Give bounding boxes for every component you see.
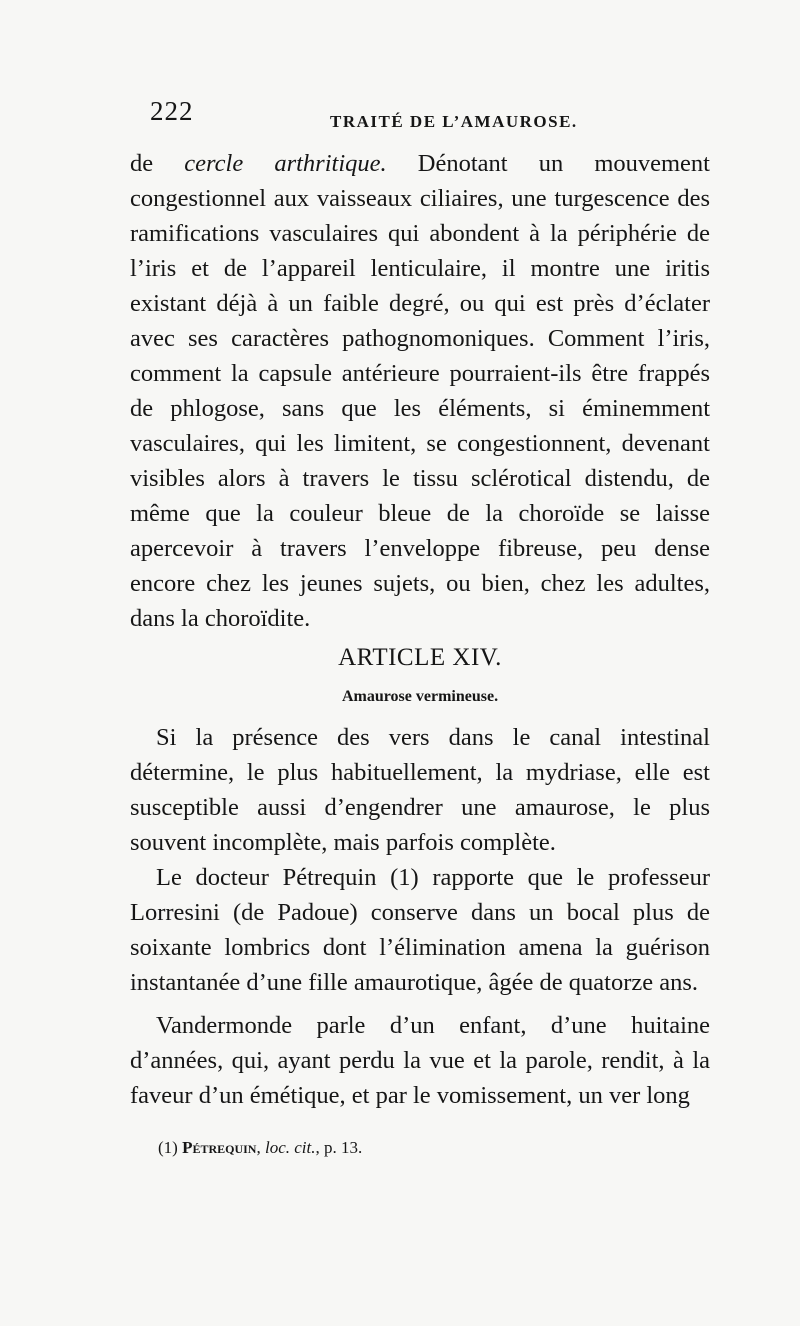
footnote-marker: (1) — [158, 1138, 183, 1157]
paragraph-petrequin: Le docteur Pétrequin (1) rapporte que le professeur Lorresini (de Padoue) conserve dans un bocal plus de soixante lombrics dont l’élimination amena la guérison instantanée d’une fille amaurotique, âgée de quatorze ans. — [130, 864, 710, 996]
paragraph-intro-prefix: de — [130, 150, 185, 177]
footnote-citation: loc. cit. — [264, 1138, 316, 1157]
page-number: 222 — [150, 96, 194, 126]
footnote-author: Pétrequin — [182, 1138, 257, 1157]
paragraph-intro — [130, 146, 710, 636]
section-title: ARTICLE XIV. — [338, 644, 502, 671]
paragraph-intro-text: Dénotant un mouvement congestionnel aux vaisseaux ciliaires, une turgescence des ramifications vasculaires qui abondent à la périphérie de l’iris et de l’appareil lenticulaire, il montre une iritis existant déjà à un faible degré, ou qui est près d’éclater avec ses caractères pathognomoniques. Comment l’iris, comment la capsule antérieure pourraient-ils être frappés de phlogose, sans que les éléments, si éminemment vasculaires, qui les limitent, se congestionnent, devenant visibles alors à travers le tissu sclérotical distendu, de même que la couleur bleue de la choroïde se laisse apercevoir à travers l’enveloppe fibreuse, peu dense encore chez les jeunes sujets, ou bien, chez les adultes, dans la choroïdite. — [130, 150, 710, 632]
page-header — [150, 96, 710, 136]
footnote-separator-text: , — [256, 1138, 265, 1157]
paragraph-presence-des-vers: Si la présence des vers dans le canal intestinal détermine, le plus habituellement, la mydriase, elle est susceptible aussi d’engendrer une amaurose, le plus souvent incomplète, mais parfois complète. — [130, 724, 710, 856]
paragraph-intro-italic: cercle arthritique. — [184, 150, 387, 177]
footnote — [158, 1138, 362, 1158]
paragraph-vandermonde: Vandermonde parle d’un enfant, d’une huitaine d’années, qui, ayant perdu la vue et la parole, rendit, à la faveur d’un émétique, et par le vomissement, un ver long — [130, 1012, 710, 1109]
section-subtitle: Amaurose vermineuse. — [341, 688, 499, 705]
running-title: TRAITÉ DE L’AMAUROSE. — [330, 112, 578, 131]
footnote-page: , p. 13. — [315, 1138, 363, 1157]
